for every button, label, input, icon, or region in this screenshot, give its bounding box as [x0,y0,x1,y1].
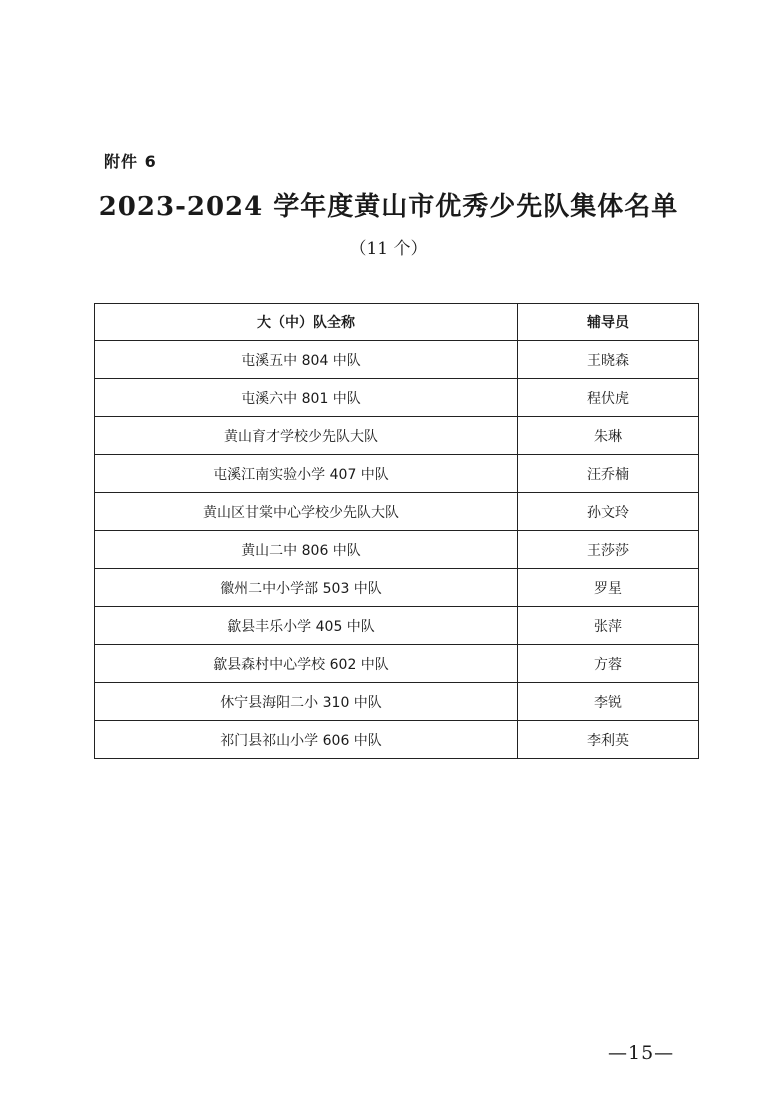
squad-name: 歙县森村中心学校 602 中队 [95,645,518,683]
table-row [95,341,699,379]
tutor-name: 汪乔楠 [518,455,699,493]
squad-name: 黄山区甘棠中心学校少先队大队 [95,493,518,531]
tutor-name: 李利英 [518,721,699,759]
tutor-name: 王晓森 [518,341,699,379]
header-tutor: 辅导员 [518,304,699,341]
squad-name: 休宁县海阳二小 310 中队 [95,683,518,721]
document-title: 2023-2024 学年度黄山市优秀少先队集体名单 [98,192,679,222]
squad-name: 屯溪江南实验小学 407 中队 [95,455,518,493]
count-note: （11 个） [349,239,428,259]
table-row [95,683,699,721]
squad-name: 祁门县祁山小学 606 中队 [95,721,518,759]
squad-name: 屯溪五中 804 中队 [95,341,518,379]
table-row [95,645,699,683]
tutor-name: 张萍 [518,607,699,645]
tutor-name: 罗星 [518,569,699,607]
tutor-name: 程伏虎 [518,379,699,417]
table-header-row [95,304,699,341]
squad-name: 徽州二中小学部 503 中队 [95,569,518,607]
table-row [95,493,699,531]
attachment-label: 附件 6 [104,152,157,171]
tutor-name: 方蓉 [518,645,699,683]
table-row [95,569,699,607]
squad-name: 黄山育才学校少先队大队 [95,417,518,455]
squad-name: 歙县丰乐小学 405 中队 [95,607,518,645]
roster-table [94,303,699,759]
table-row [95,531,699,569]
table-row [95,417,699,455]
table-row [95,455,699,493]
squad-name: 黄山二中 806 中队 [95,531,518,569]
page-number: —15— [608,1042,675,1064]
tutor-name: 朱琳 [518,417,699,455]
table-row [95,607,699,645]
table-row [95,379,699,417]
tutor-name: 孙文玲 [518,493,699,531]
header-name: 大（中）队全称 [95,304,518,341]
tutor-name: 李锐 [518,683,699,721]
squad-name: 屯溪六中 801 中队 [95,379,518,417]
table-row [95,721,699,759]
tutor-name: 王莎莎 [518,531,699,569]
